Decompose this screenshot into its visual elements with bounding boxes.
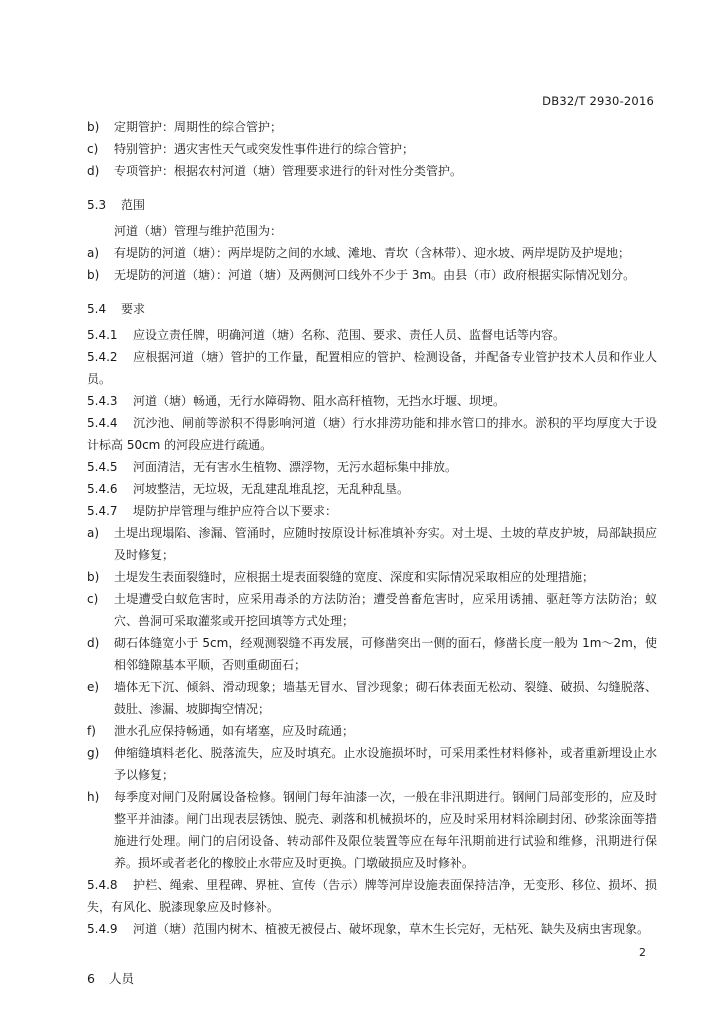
clause-text: 堤防护岸管理与维护应符合以下要求：	[133, 504, 338, 518]
item-text: 土堤发生表面裂缝时，应根据土堤表面裂缝的宽度、深度和实际情况采取相应的处理措施；	[114, 570, 595, 584]
clause-5-4-1	[87, 324, 657, 346]
item-marker: b)	[87, 120, 100, 134]
page-body	[87, 116, 657, 990]
item-text: 砌石体缝宽小于 5cm，经观测裂缝不再发展，可修凿突出一侧的面石，修凿长度一般为 1m～2m，使相邻缝隙基本平顺，否则重砌面石；	[114, 636, 657, 672]
clause-number: 5.4.9	[87, 922, 118, 936]
item-text: 土堤遭受白蚁危害时，应采用毒杀的方法防治；遭受兽畜危害时，应采用诱捕、驱赶等方法防治；蚁穴、兽洞可采取灌浆或开挖回填等方式处理；	[114, 592, 657, 628]
clause-text: 护栏、绳索、里程碑、界桩、宣传（告示）牌等河岸设施表面保持洁净，无变形、移位、损坏、损失，有风化、脱漆现象应及时修补。	[87, 878, 657, 914]
clause-text: 河面清洁，无有害水生植物、漂浮物，无污水超标集中排放。	[133, 460, 458, 474]
clause-5-4-6	[87, 478, 657, 500]
list-item	[87, 786, 657, 874]
page-number: 2	[639, 946, 646, 959]
clause-number: 5.4.6	[87, 482, 118, 496]
item-text: 有堤防的河道（塘）：两岸堤防之间的水域、滩地、青坎（含林带）、迎水坡、两岸堤防及护堤地；	[114, 246, 631, 260]
item-text: 泄水孔应保持畅通，如有堵塞，应及时疏通；	[114, 724, 355, 738]
item-marker: g)	[87, 746, 100, 760]
clause-text: 河道（塘）范围内树木、植被无被侵占、破坏现象，草木生长完好，无枯死、缺失及病虫害现象。	[133, 922, 650, 936]
list-item	[87, 676, 657, 720]
list-item	[87, 522, 657, 566]
item-marker: a)	[87, 526, 100, 540]
item-text: 土堤出现塌陷、渗漏、管涌时，应随时按原设计标准填补夯实。对土堤、土坡的草皮护坡，局部缺损应及时修复；	[114, 526, 657, 562]
item-text: 墙体无下沉、倾斜、滑动现象；墙基无冒水、冒沙现象；砌石体表面无松动、裂缝、破损、勾缝脱落、鼓肚、渗漏、坡脚掏空情况；	[114, 680, 657, 716]
standard-code: DB32/T 2930-2016	[542, 94, 654, 108]
clause-5-4-5	[87, 456, 657, 478]
chapter-number: 6	[87, 971, 95, 986]
item-text: 专项管护：根据农村河道（塘）管理要求进行的针对性分类管护。	[114, 164, 463, 178]
clause-number: 5.4.8	[87, 878, 118, 892]
clause-5-4-8	[87, 874, 657, 918]
item-marker: c)	[87, 142, 99, 156]
item-marker: b)	[87, 268, 100, 282]
item-marker: f)	[87, 724, 96, 738]
clause-number: 5.4.3	[87, 394, 118, 408]
item-marker: h)	[87, 790, 100, 804]
list-item	[87, 264, 657, 286]
section-title: 要求	[121, 302, 146, 316]
section-lead: 河道（塘）管理与维护范围为：	[114, 224, 283, 238]
clause-number: 5.4.7	[87, 504, 118, 518]
list-item	[87, 160, 657, 182]
clause-5-4-9	[87, 918, 657, 940]
list-item	[87, 566, 657, 588]
clause-text: 应根据河道（塘）管护的工作量，配置相应的管护、检测设备，并配备专业管护技术人员和作业人员。	[87, 350, 657, 386]
list-item	[87, 116, 657, 138]
clause-5-4-2	[87, 346, 657, 390]
clause-number: 5.4.1	[87, 328, 118, 342]
item-text: 每季度对闸门及附属设备检修。钢闸门每年油漆一次，一般在非汛期进行。钢闸门局部变形的，应及时整平并油漆。闸门出现表层锈蚀、脱壳、剥落和机械损坏的，应及时采用材料涂刷封闭、砂浆涂面等措施进行处理。闸门的启闭设备、转动部件及限位装置等应在每年汛期前进行试验和维修，汛期进行保养。损坏或者老化的橡胶止水带应及时更换。门墩破损应及时修补。	[114, 790, 657, 870]
clause-number: 5.4.2	[87, 350, 118, 364]
clause-5-4-3	[87, 390, 657, 412]
clause-number: 5.4.4	[87, 416, 118, 430]
item-text: 特别管护：遇灾害性天气或突发性事件进行的综合管护；	[114, 142, 415, 156]
clause-5-4-4	[87, 412, 657, 456]
item-text: 定期管护：周期性的综合管护；	[114, 120, 283, 134]
list-item	[87, 720, 657, 742]
chapter-title: 人员	[109, 971, 135, 986]
clause-number: 5.4.5	[87, 460, 118, 474]
clause-text: 河坡整洁，无垃圾，无乱建乱堆乱挖，无乱种乱垦。	[133, 482, 410, 496]
section-number: 5.4	[87, 302, 107, 316]
list-item	[87, 632, 657, 676]
item-marker: e)	[87, 680, 100, 694]
clause-5-4-7	[87, 500, 657, 522]
list-item	[87, 242, 657, 264]
clause-text: 河道（塘）畅通，无行水障碍物、阻水高秆植物，无挡水圩堰、坝埂。	[133, 394, 506, 408]
clause-text: 沉沙池、闸前等淤积不得影响河道（塘）行水排涝功能和排水管口的排水。淤积的平均厚度大于设计标高 50cm 的河段应进行疏通。	[87, 416, 657, 452]
item-text: 伸缩缝填料老化、脱落流失，应及时填充。止水设施损坏时，可采用柔性材料修补，或者重新埋设止水予以修复；	[114, 746, 657, 782]
clause-text: 应设立责任牌，明确河道（塘）名称、范围、要求、责任人员、监督电话等内容。	[133, 328, 566, 342]
list-item	[87, 742, 657, 786]
section-number: 5.3	[87, 198, 107, 212]
section-title: 范围	[121, 198, 146, 212]
list-item	[87, 588, 657, 632]
item-marker: a)	[87, 246, 100, 260]
section-heading-5-3	[87, 194, 657, 216]
list-item	[87, 138, 657, 160]
section-heading-5-4	[87, 298, 657, 320]
chapter-heading-6	[87, 968, 657, 990]
item-marker: b)	[87, 570, 100, 584]
item-marker: c)	[87, 592, 99, 606]
item-text: 无堤防的河道（塘）：河道（塘）及两侧河口线外不少于 3m。由县（市）政府根据实际情况划分。	[114, 268, 636, 282]
item-marker: d)	[87, 164, 100, 178]
item-marker: d)	[87, 636, 100, 650]
